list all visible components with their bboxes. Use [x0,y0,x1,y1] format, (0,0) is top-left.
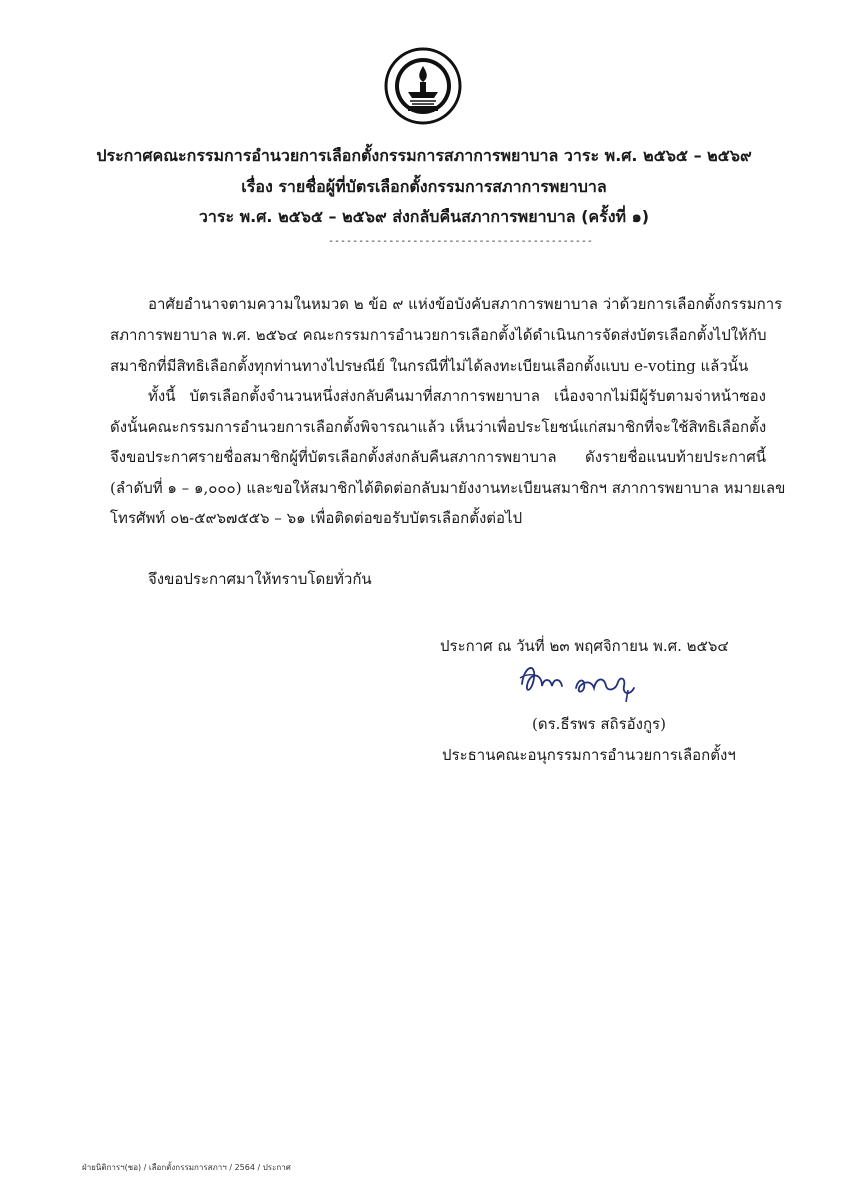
announcement-subject: เรื่อง รายชื่อผู้ที่บัตรเลือกตั้งกรรมการสภาการพยาบาล [241,177,607,196]
nursing-council-seal-logo [368,46,478,126]
paragraph-1-line-3: สมาชิกที่มีสิทธิเลือกตั้งทุกท่านทางไปรษณีย์ ในกรณีที่ไม่ได้ลงทะเบียนเลือกตั้งแบบ e-voting แล้วนั้น [110,357,749,375]
paragraph-1-line-1: อาศัยอำนาจตามความในหมวด ๒ ข้อ ๙ แห่งข้อบังคับสภาการพยาบาล ว่าด้วยการเลือกตั้งกรรมการ [148,295,783,313]
paragraph-2-line-3: จึงขอประกาศรายชื่อสมาชิกผู้ที่บัตรเลือกตั้งส่งกลับคืนสภาการพยาบาล ดังรายชื่อแนบท้ายประกาศนี้ [110,448,766,466]
title-divider: -------------------------------------------- [328,236,593,247]
announcement-subject-term: วาระ พ.ศ. ๒๕๖๕ – ๒๕๖๙ ส่งกลับคืนสภาการพยาบาล (ครั้งที่ ๑) [198,207,650,226]
signer-position: ประธานคณะอนุกรรมการอำนวยการเลือกตั้งฯ [442,746,736,764]
paragraph-2-line-1: ทั้งนี้ บัตรเลือกตั้งจำนวนหนึ่งส่งกลับคืนมาที่สภาการพยาบาล เนื่องจากไม่มีผู้รับตามจ่าหน้าซอง [148,387,766,405]
document-reference-footer: ฝ่ายนิติการฯ(ชอ) / เลือกตั้งกรรมการสภาฯ / 2564 / ประกาศ [82,1163,291,1172]
closing-statement: จึงขอประกาศมาให้ทราบโดยทั่วกัน [148,570,372,588]
signer-name: (ดร.ธีรพร สถิรอังกูร) [532,715,666,733]
paragraph-2-line-5: โทรศัพท์ ๐๒-๕๙๖๗๕๕๖ – ๖๑ เพื่อติดต่อขอรับบัตรเลือกตั้งต่อไป [110,509,523,527]
handwritten-signature [512,656,646,704]
paragraph-2-line-2: ดังนั้นคณะกรรมการอำนวยการเลือกตั้งพิจารณาแล้ว เห็นว่าเพื่อประโยชน์แก่สมาชิกที่จะใช้สิทธิเลือกตั้ง [110,418,767,436]
paragraph-1-line-2: สภาการพยาบาล พ.ศ. ๒๕๖๔ คณะกรรมการอำนวยการเลือกตั้งได้ดำเนินการจัดส่งบัตรเลือกตั้งไปให้กับ [110,326,767,344]
announcement-date: ประกาศ ณ วันที่ ๒๓ พฤศจิกายน พ.ศ. ๒๕๖๔ [440,637,729,655]
paragraph-2-line-4: (ลำดับที่ ๑ – ๑,๐๐๐) และขอให้สมาชิกได้ติดต่อกลับมายังงานทะเบียนสมาชิกฯ สภาการพยาบาล หมายเลข [110,479,786,497]
announcement-title: ประกาศคณะกรรมการอำนวยการเลือกตั้งกรรมการสภาการพยาบาล วาระ พ.ศ. ๒๕๖๕ – ๒๕๖๙ [96,146,752,165]
